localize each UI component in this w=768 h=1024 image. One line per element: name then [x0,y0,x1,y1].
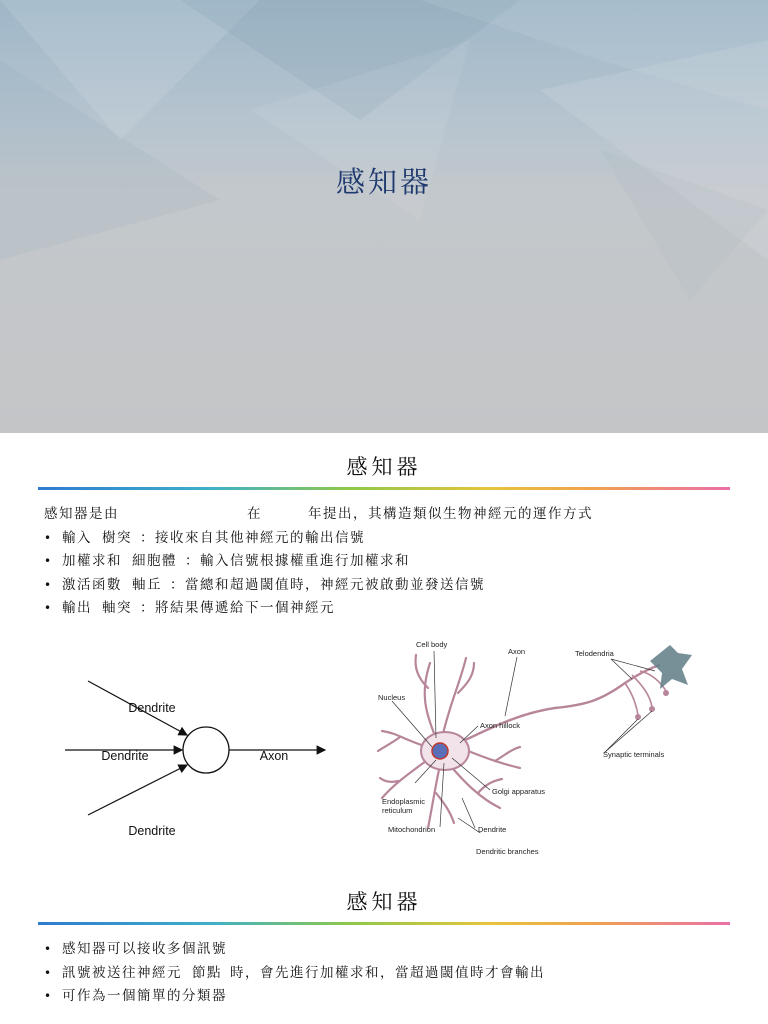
list-item [44,962,545,986]
label-er-line1: Endoplasmic [382,797,425,806]
bullet-icon: • [44,577,53,592]
synaptic-terminal-dot [663,690,669,696]
bullet-icon: • [44,530,53,545]
perceptron-diagram [60,653,340,843]
bullet-term: 加權求和 [62,553,122,569]
bullet-term: 輸入 [62,529,92,546]
page-title: 感知器 [335,165,432,199]
label-cell-body: Cell body [416,640,448,649]
dendrite-line-bottom [88,765,187,815]
label-mitochondrion: Mitochondrion [388,825,436,833]
content-slide-1 [0,433,768,868]
bullet-desc: ：當總和超過閾值時，神經元被啟動並發送信號 [170,576,485,593]
bullet-bio-term: 細胞體 [132,553,177,569]
slide-title: 感知器 [346,890,422,914]
bullet-term: 激活函數 [62,576,122,593]
gradient-divider [38,922,730,925]
slide-title: 感知器 [346,455,422,479]
list-item [44,550,593,574]
bullet-bio-term: 節點 [192,964,222,981]
gradient-divider [38,487,730,490]
slide-body [44,503,593,621]
axon-label: Axon [259,749,289,763]
bullet-desc: ：將結果傳遞給下一個神經元 [140,600,335,616]
label-nucleus: Nucleus [378,693,406,702]
list-item [44,938,545,962]
label-dendritic-branches: Dendritic branches [476,847,539,856]
bullet-icon: • [44,554,53,568]
intro-text-b: 在 [247,506,262,522]
label-telodendria: Telodendria [575,649,614,658]
axon-shape [455,665,660,745]
label-golgi-apparatus: Golgi apparatus [492,787,545,796]
bullet-icon: • [44,601,53,615]
bullet-text: 可作為一個簡單的分類器 [62,988,227,1004]
bullet-icon: • [44,965,53,980]
bullet-bio-term: 軸丘 [132,576,162,593]
bullet-text: 感知器可以接收多個訊號 [62,941,227,957]
background-shapes [0,0,768,433]
label-synaptic-terminals: Synaptic terminals [603,750,665,759]
intro-text-a: 感知器是由 [44,506,119,522]
label-axon-hillock: Axon hillock [480,721,521,730]
intro-line [44,503,593,527]
list-item [44,574,593,598]
title-slide [0,0,768,433]
bullet-bio-term: 軸突 [102,600,132,616]
bullet-desc: ：輸入信號根據權重進行加權求和 [185,553,410,569]
slide-body [44,938,545,1009]
bullet-icon: • [44,989,53,1003]
dendrite-label-bottom: Dendrite [128,824,176,838]
telodendria-shape [625,671,666,715]
bullet-desc: 時，會先進行加權求和，當超過閾值時才會輸出 [230,964,545,981]
nucleus-shape [432,743,448,759]
label-axon: Axon [508,647,526,656]
content-slide-2 [0,868,768,1024]
bullet-icon: • [44,942,53,956]
label-er-line2: reticulum [382,806,413,815]
bullet-bio-term: 樹突 [102,529,132,546]
bullet-desc: ：接收來自其他神經元的輸出信號 [140,529,365,546]
intro-text-c: 年提出，其構造類似生物神經元的運作方式 [308,506,593,522]
bullet-text: 訊號被送往神經元 [62,964,182,981]
list-item [44,597,593,621]
target-cell-shape [650,645,692,689]
neuron-illustration [370,633,700,833]
list-item [44,527,593,551]
dendrite-label-mid: Dendrite [101,749,149,763]
bullet-term: 輸出 [62,600,92,616]
dendrite-label-top: Dendrite [128,701,176,715]
neuron-node [183,727,229,773]
list-item [44,985,545,1009]
label-dendrite: Dendrite [478,825,507,833]
